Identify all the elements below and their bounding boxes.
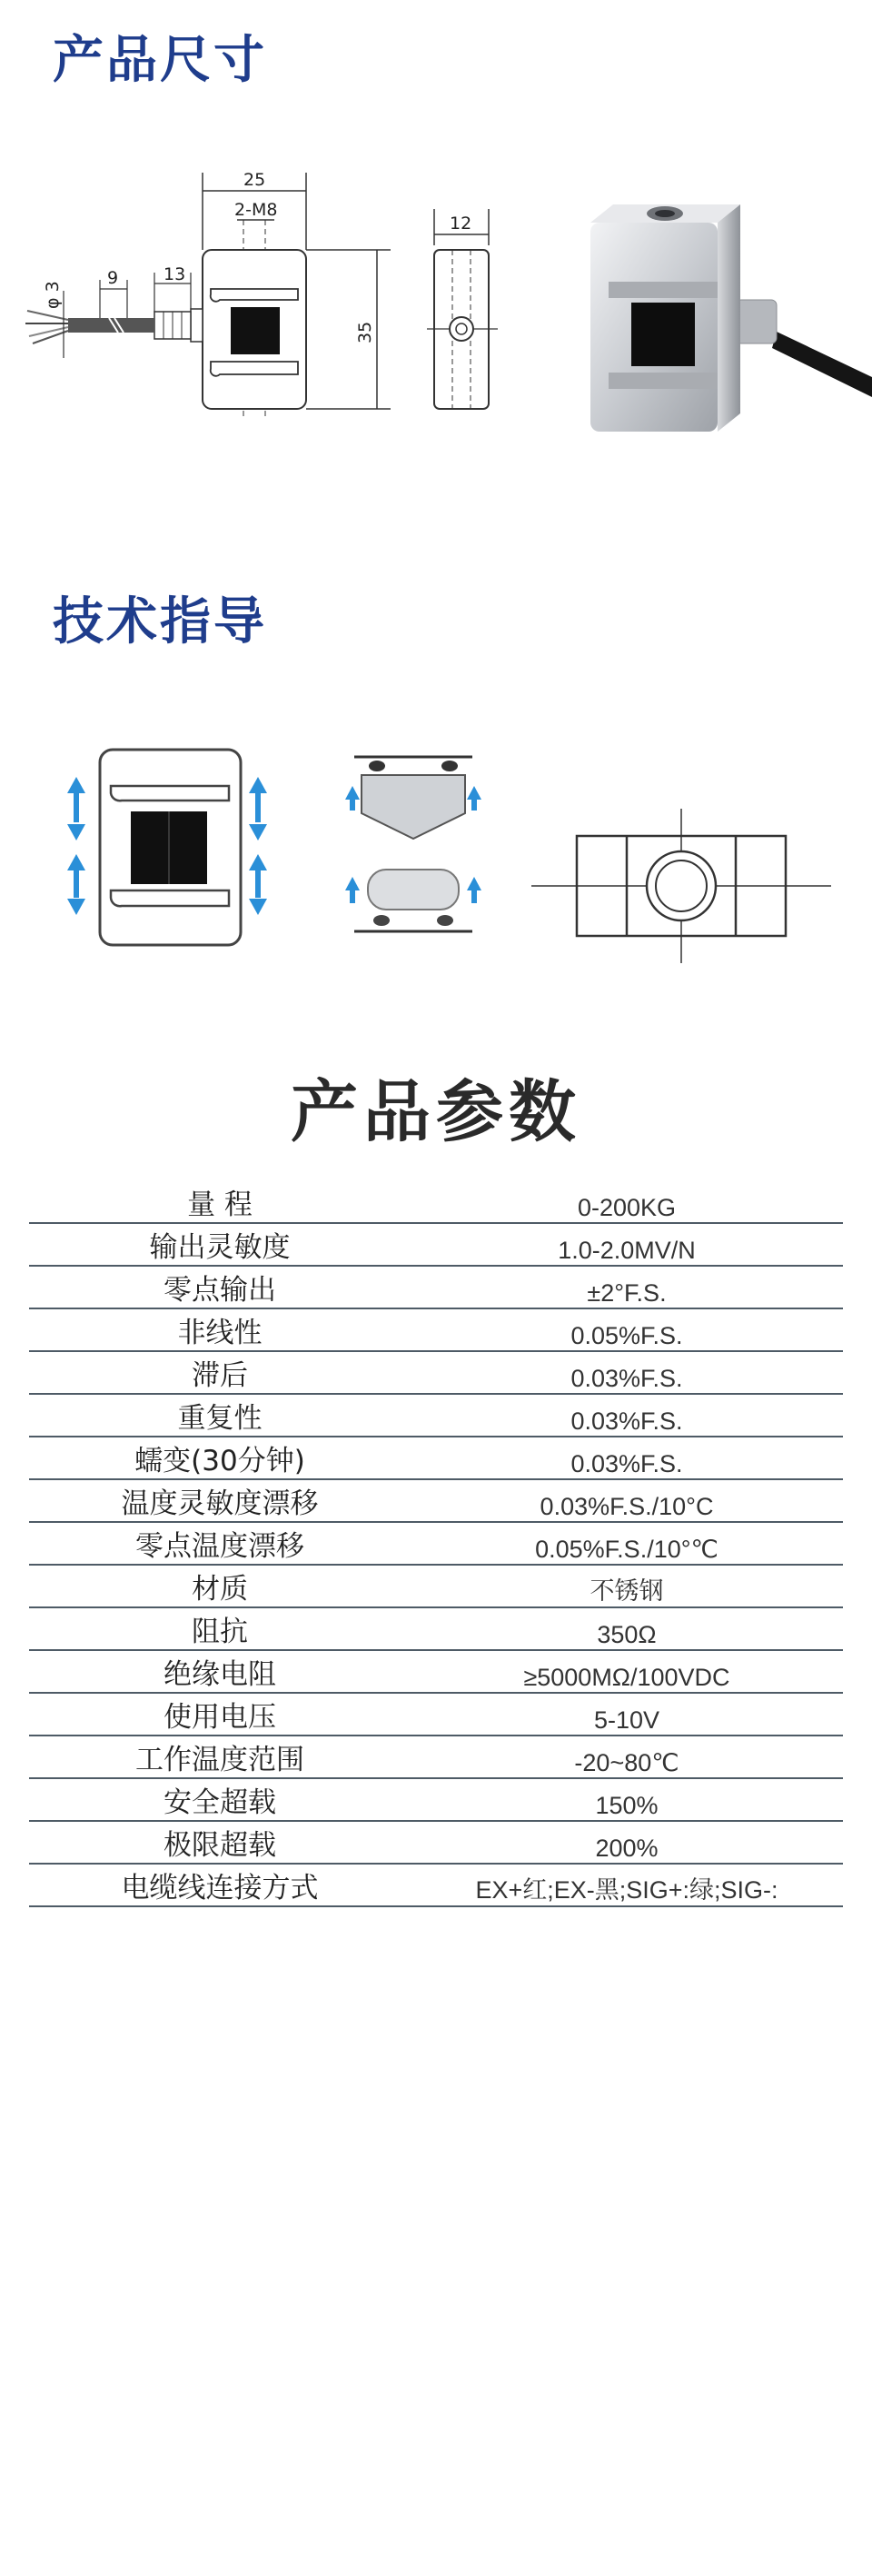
spec-value: 0.03%F.S. bbox=[411, 1394, 843, 1437]
spec-row bbox=[29, 1522, 843, 1565]
spec-value: 不锈钢 bbox=[411, 1565, 843, 1607]
height-dim-label: 35 bbox=[355, 321, 375, 343]
guide-section-title: 技术指导 bbox=[53, 592, 267, 651]
front-view-drawing bbox=[9, 164, 400, 427]
spec-row bbox=[29, 1266, 843, 1308]
spec-label: 滞后 bbox=[29, 1351, 411, 1394]
thickness-dim-label: 12 bbox=[450, 214, 472, 234]
spec-label: 蠕变(30分钟) bbox=[29, 1437, 411, 1479]
spec-row bbox=[29, 1778, 843, 1821]
dimensions-section-title: 产品尺寸 bbox=[53, 31, 267, 90]
spec-value: 0.05%F.S./10°℃ bbox=[411, 1522, 843, 1565]
mounting-guide-drawing bbox=[345, 750, 481, 950]
cable-dia-label: φ 3 bbox=[43, 281, 63, 309]
spec-row bbox=[29, 1308, 843, 1351]
spec-value: ≥5000MΩ/100VDC bbox=[411, 1650, 843, 1693]
spec-row bbox=[29, 1181, 843, 1223]
spec-value: 0-200KG bbox=[411, 1181, 843, 1223]
spec-value: 200% bbox=[411, 1821, 843, 1864]
spec-label: 阻抗 bbox=[29, 1607, 411, 1650]
spec-value: 150% bbox=[411, 1778, 843, 1821]
center-guide-drawing bbox=[531, 809, 831, 968]
spec-label: 工作温度范围 bbox=[29, 1736, 411, 1778]
spec-value: -20~80℃ bbox=[411, 1736, 843, 1778]
params-section-title: 产品参数 bbox=[291, 1073, 581, 1151]
spec-label: 输出灵敏度 bbox=[29, 1223, 411, 1266]
spec-value: 0.03%F.S. bbox=[411, 1437, 843, 1479]
spec-value: 0.03%F.S./10°C bbox=[411, 1479, 843, 1522]
side-view-drawing bbox=[427, 209, 509, 418]
spec-value: 350Ω bbox=[411, 1607, 843, 1650]
spec-label: 重复性 bbox=[29, 1394, 411, 1437]
spec-row bbox=[29, 1650, 843, 1693]
spec-value: 1.0-2.0MV/N bbox=[411, 1223, 843, 1266]
spec-label: 零点输出 bbox=[29, 1266, 411, 1308]
spec-row bbox=[29, 1864, 843, 1906]
spec-row bbox=[29, 1693, 843, 1736]
spec-label: 安全超载 bbox=[29, 1778, 411, 1821]
gland-dim-label: 13 bbox=[164, 264, 186, 284]
product-photo bbox=[581, 195, 872, 441]
spec-row bbox=[29, 1351, 843, 1394]
spec-label: 电缆线连接方式 bbox=[29, 1864, 411, 1906]
spec-value: 0.05%F.S. bbox=[411, 1308, 843, 1351]
spec-label: 零点温度漂移 bbox=[29, 1522, 411, 1565]
spec-value: 5-10V bbox=[411, 1693, 843, 1736]
tension-guide-drawing bbox=[64, 741, 272, 954]
spec-row bbox=[29, 1565, 843, 1607]
spec-label: 量 程 bbox=[29, 1181, 411, 1223]
spec-label: 使用电压 bbox=[29, 1693, 411, 1736]
spec-value: EX+红;EX-黑;SIG+:绿;SIG-: bbox=[411, 1864, 843, 1906]
spec-row bbox=[29, 1223, 843, 1266]
spec-row bbox=[29, 1821, 843, 1864]
spec-row bbox=[29, 1479, 843, 1522]
specs-table bbox=[29, 1181, 843, 1907]
spec-row bbox=[29, 1437, 843, 1479]
spec-value: 0.03%F.S. bbox=[411, 1351, 843, 1394]
strip-dim-label: 9 bbox=[107, 268, 119, 288]
spec-row bbox=[29, 1607, 843, 1650]
spec-label: 绝缘电阻 bbox=[29, 1650, 411, 1693]
spec-value: ±2°F.S. bbox=[411, 1266, 843, 1308]
spec-row bbox=[29, 1394, 843, 1437]
spec-label: 温度灵敏度漂移 bbox=[29, 1479, 411, 1522]
thread-dim-label: 2-M8 bbox=[234, 200, 278, 220]
spec-label: 材质 bbox=[29, 1565, 411, 1607]
spec-label: 极限超载 bbox=[29, 1821, 411, 1864]
width-dim-label: 25 bbox=[243, 170, 266, 190]
spec-label: 非线性 bbox=[29, 1308, 411, 1351]
spec-row bbox=[29, 1736, 843, 1778]
